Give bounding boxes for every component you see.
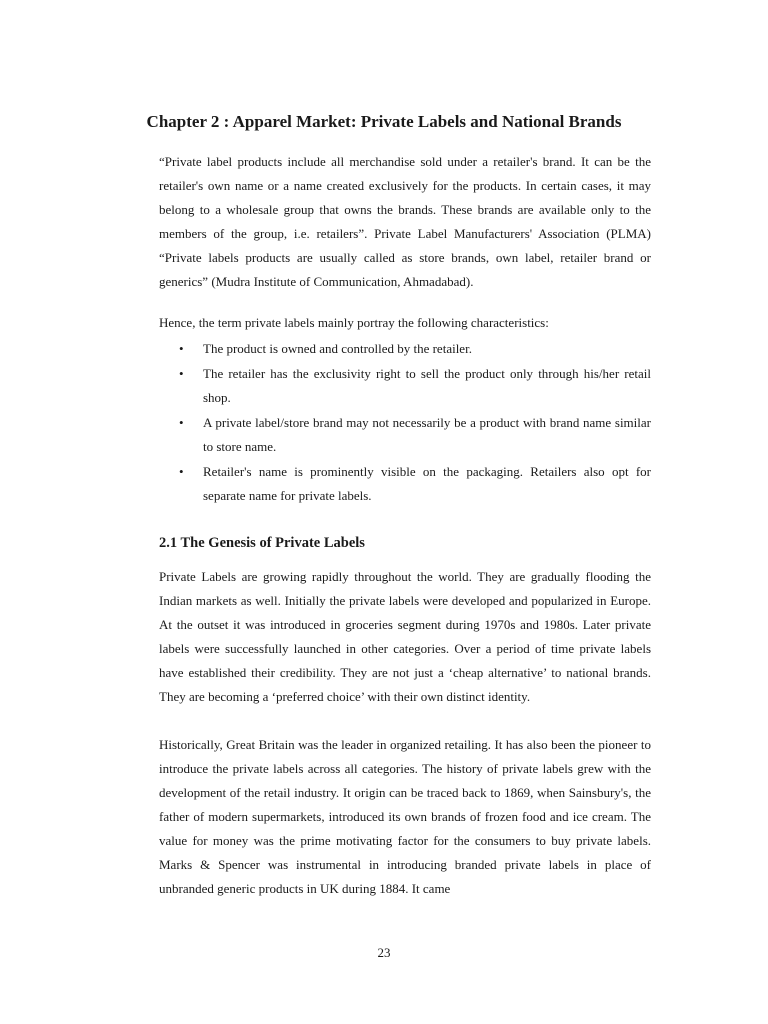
list-item: • The product is owned and controlled by the retailer.	[159, 337, 651, 362]
bullet-icon: •	[179, 341, 184, 356]
intro-paragraph: “Private label products include all merchandise sold under a retailer's brand. It can be the retailer's own name or a name created exclusively for the products. In certain cases, it may belong to a wholesale group that owns the brands. These brands are available only to the members of the group, i.e. retailers”. Private Label Manufacturers' Association (PLMA) “Private labels products are usually called as store brands, own label, retailer brand or generics” (Mudra Institute of Communication, Ahmadabad).	[159, 154, 651, 289]
chapter-title: Chapter 2 : Apparel Market: Private Labels and National Brands	[146, 112, 622, 131]
genesis-paragraph-2: Historically, Great Britain was the leader in organized retailing. It has also been the pioneer to introduce the private labels across all categories. The history of private labels grew with the development of the retail industry. It origin can be traced back to 1869, when Sainsbury's, the father of modern supermarkets, introduced its own brands of frozen food and ice cream. The value for money was the prime motivating factor for the consumers to buy private labels. Marks & Spencer was instrumental in introducing branded private labels in place of unbranded generic products in UK during 1884. It came	[159, 737, 651, 896]
bullet-icon: •	[179, 365, 184, 381]
genesis-paragraph-1: Private Labels are growing rapidly throughout the world. They are gradually flooding the Indian markets as well. Initially the private labels were developed and popularized in Europe. At the outset it was introduced in groceries segment during 1970s and 1980s. Later private labels were successfully launched in other categories. Over a period of time private labels have established their credibility. They are not just a ‘cheap alternative’ to national brands. They are becoming a ‘preferred choice’ with their own distinct identity.	[159, 569, 651, 704]
list-item: • A private label/store brand may not necessarily be a product with brand name similar to store name.	[159, 411, 651, 460]
bullet-icon: •	[179, 463, 184, 479]
section-heading: 2.1 The Genesis of Private Labels	[159, 535, 365, 551]
list-item: • The retailer has the exclusivity right to sell the product only through his/her retail shop.	[159, 362, 651, 411]
characteristics-intro: Hence, the term private labels mainly portray the following characteristics:	[159, 315, 549, 330]
characteristics-list	[159, 337, 651, 509]
bullet-icon: •	[179, 414, 184, 430]
list-item: • Retailer's name is prominently visible on the packaging. Retailers also opt for separate name for private labels.	[159, 460, 651, 509]
page-number: 23	[377, 945, 391, 960]
